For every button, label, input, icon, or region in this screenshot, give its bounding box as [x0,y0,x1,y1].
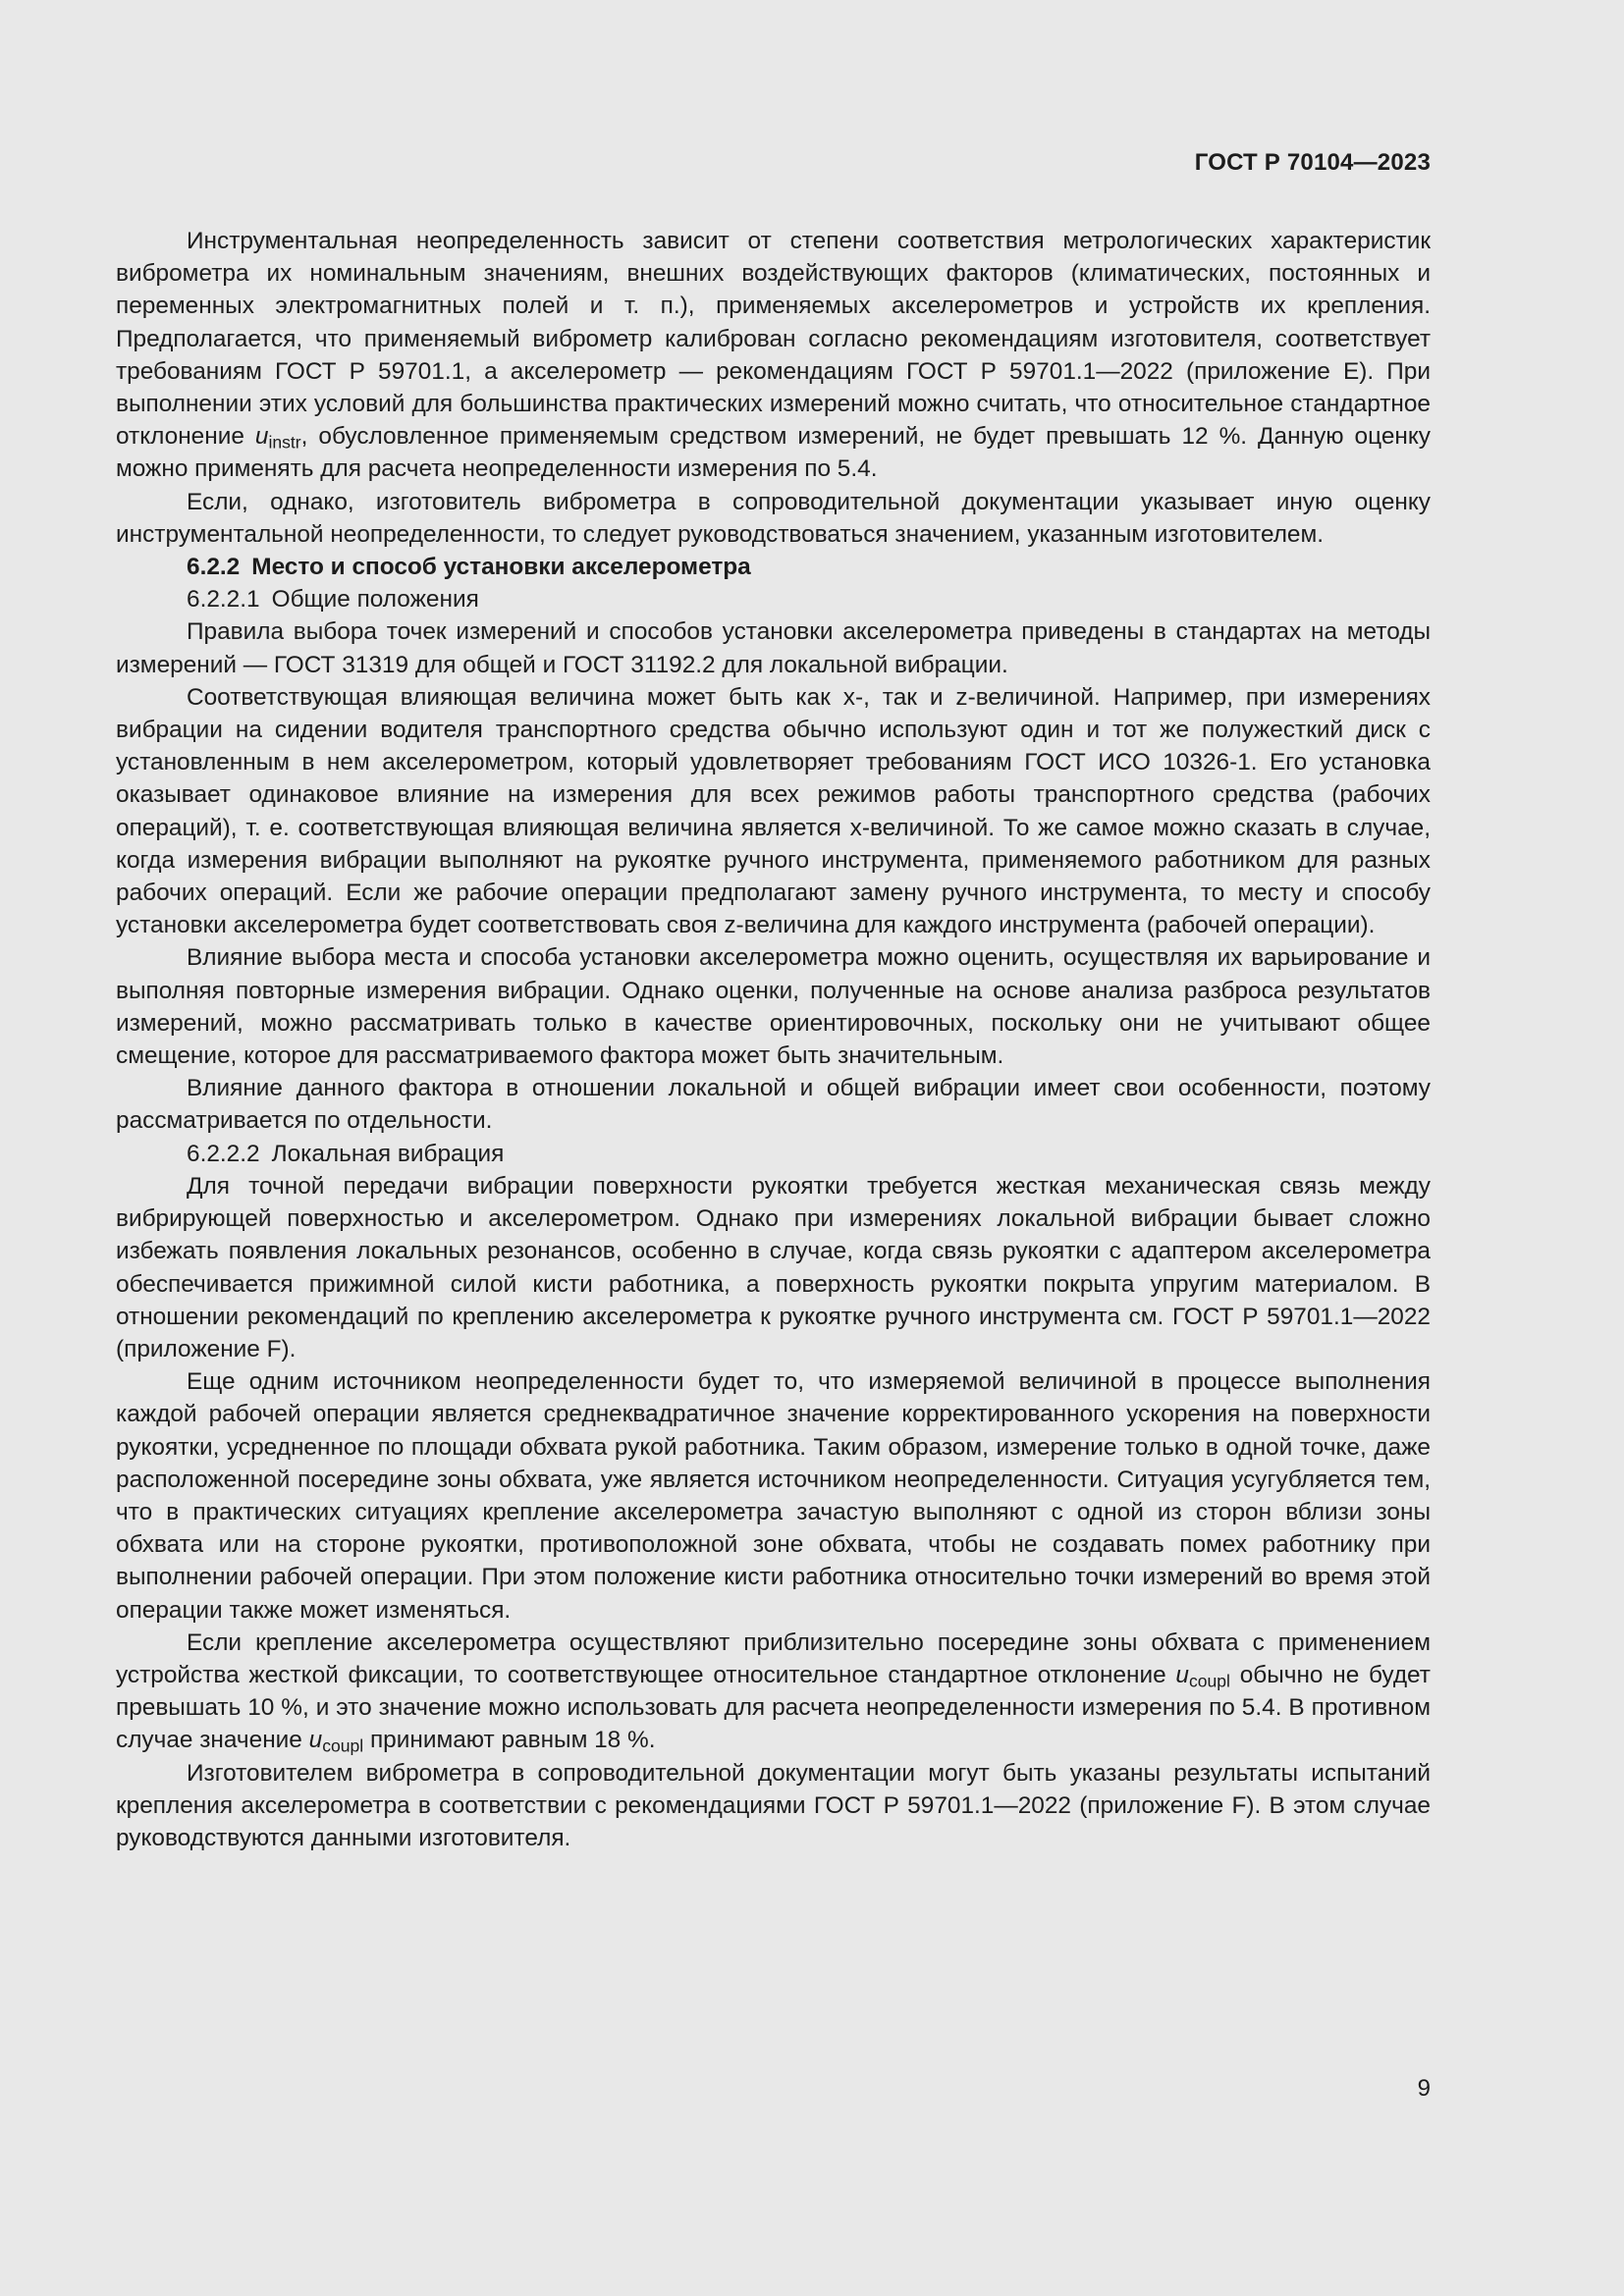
paragraph-text: обычно не будет превышать 10 %, и это значение можно использовать для расчета неопределенности измерения по 5.4. В противном случае значение [116,1661,1431,1754]
subsection-title: Локальная вибрация [271,1140,505,1167]
paragraph-text: Инструментальная неопределенность зависит от степени соответствия метрологических характеристик виброметра их номинальным значениям, внешних воздействующих факторов (климатических, постоянных и переменных электромагнитных полей и т. п.), применяемых акселерометров и устройств их крепления. Предполагается, что применяемый виброметр калиброван согласно рекомендациям изготовителя, соответствует требованиям ГОСТ Р 59701.1, а акселерометр — рекомендациям ГОСТ Р 59701.1—2022 (приложение Е). При выполнении этих условий для большинства практических измерений можно считать, что относительное стандартное отклонение [116,228,1431,451]
variable-u: u [254,423,269,451]
subsection-title: Общие положения [271,586,479,614]
paragraph-mounting-variation: Влияние выбора места и способа установки акселерометра можно оценить, осуществляя их варьирование и выполняя повторные измерения вибрации. Однако оценки, полученные на основе анализа разброса результатов измерений, можно рассматривать только в качестве ориентировочных, поскольку они не учитывают общее смещение, которое для рассматриваемого фактора может быть значительным. [116,944,1431,1070]
section-title: Место и способ установки акселерометра [251,554,751,581]
paragraph-text: принимают равным 18 %. [363,1727,656,1754]
paragraph-manufacturer-estimate: Если, однако, изготовитель виброметра в сопроводительной документации указывает иную оценку инструментальной неопределенности, то следует руководствоваться значением, указанным изготовителем. [116,488,1431,548]
paragraph-coupling-uncertainty [116,1627,1431,1757]
paragraph-influence-quantity: Соответствующая влияющая величина может быть как x-, так и z-величиной. Например, при измерениях вибрации на сидении водителя транспортного средства обычно используют один и тот же полужесткий диск с установленным в нем акселерометром, который удовлетворяет требованиям ГОСТ ИСО 10326-1. Его установка оказывает одинаковое влияние на измерения для всех режимов работы транспортного средства (рабочих операций), т. е. соответствующая влияющая величина является x-величиной. То же самое можно сказать в случае, когда измерения вибрации выполняют на рукоятке ручного инструмента, применяемого работником для разных рабочих операций. Если же рабочие операции предполагают замену ручного инструмента, то месту и способу установки акселерометра будет соответствовать своя z-величина для каждого инструмента (рабочей операции). [116,683,1431,939]
subsection-heading-6-2-2-2 [116,1138,1431,1170]
variable-u: u [1175,1661,1189,1688]
paragraph-local-general: Влияние данного фактора в отношении локальной и общей вибрации имеет свои особенности, поэтому рассматривается по отдельности. [116,1075,1431,1135]
subscript-coupl: coupl [322,1735,364,1756]
subsection-number: 6.2.2.2 [187,1140,260,1167]
paragraph-grip-zone: Еще одним источником неопределенности будет то, что измеряемой величиной в процессе выполнения каждой рабочей операции является среднеквадратичное значение корректированного ускорения на поверхности рукоятки, усредненное по площади обхвата рукой работника. Таким образом, измерение только в одной точке, даже расположенной посередине зоны обхвата, уже является источником неопределенности. Ситуация усугубляется тем, что в практических ситуациях крепление акселерометра зачастую выполняют с одной из сторон вблизи зоны обхвата или на стороне рукоятки, противоположной зоне обхвата, чтобы не создавать помех работнику при выполнении рабочей операции. При этом положение кисти работника относительно точки измерений во время этой операции также может изменяться. [116,1368,1431,1624]
document-body [116,225,1431,1854]
paragraph-text: , обусловленное применяемым средством измерений, не будет превышать 12 %. Данную оценку можно применять для расчета неопределенности измерения по 5.4. [116,423,1431,483]
subsection-number: 6.2.2.1 [187,586,260,614]
page-number: 9 [1417,2075,1431,2102]
section-number: 6.2.2 [187,554,241,581]
paragraph-measurement-rules: Правила выбора точек измерений и способов установки акселерометра приведены в стандартах на методы измерений — ГОСТ 31319 для общей и ГОСТ 31192.2 для локальной вибрации. [116,618,1431,678]
document-code-header: ГОСТ Р 70104—2023 [1194,149,1431,176]
subsection-heading-6-2-2-1 [116,583,1431,615]
subscript-coupl: coupl [1189,1671,1230,1691]
paragraph-manufacturer-results: Изготовителем виброметра в сопроводительной документации могут быть указаны результаты испытаний крепления акселерометра в соответствии с рекомендациями ГОСТ Р 59701.1—2022 (приложение F). В этом случае руководствуются данными изготовителя. [116,1759,1431,1851]
section-heading-6-2-2 [116,551,1431,583]
paragraph-text: Если крепление акселерометра осуществляют приблизительно посередине зоны обхвата с применением устройства жесткой фиксации, то соответствующее относительное стандартное отклонение [116,1629,1431,1688]
paragraph-rigid-coupling: Для точной передачи вибрации поверхности рукоятки требуется жесткая механическая связь между вибрирующей поверхностью и акселерометром. Однако при измерениях локальной вибрации бывает сложно избежать появления локальных резонансов, особенно в случае, когда связь рукоятки с адаптером акселерометра обеспечивается прижимной силой кисти работника, а поверхность рукоятки покрыта упругим материалом. В отношении рекомендаций по креплению акселерометра к рукоятке ручного инструмента см. ГОСТ Р 59701.1—2022 (приложение F). [116,1172,1431,1362]
variable-u: u [308,1727,323,1754]
subscript-instr: instr [268,432,301,453]
paragraph-instrumental-uncertainty [116,225,1431,486]
